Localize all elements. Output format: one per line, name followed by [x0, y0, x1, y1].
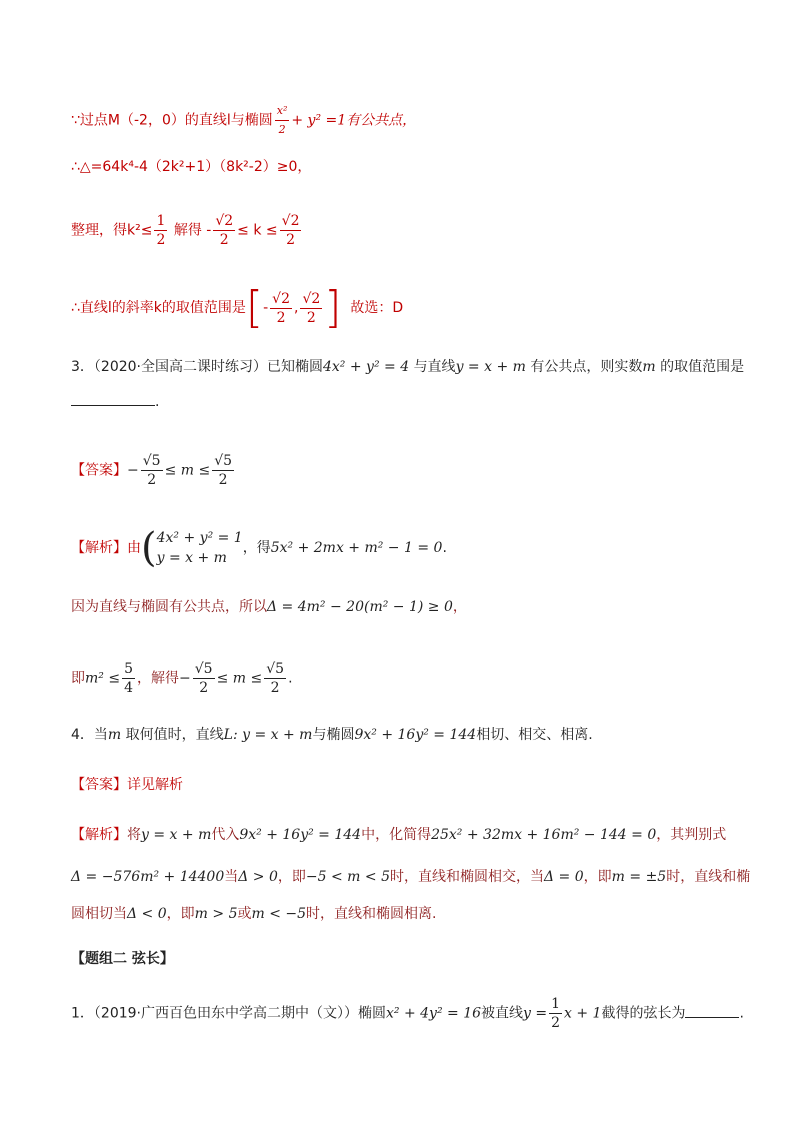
- section-heading: 【题组二 弦长】: [71, 951, 174, 967]
- equation-system: 4x² + y² = 1 y = x + m: [156, 530, 243, 566]
- fraction: $\frac{√5}{2}$: [214, 453, 233, 488]
- fraction: $\frac{√5}{2}$: [142, 453, 161, 488]
- analysis-4-line-3: 圆相切当Δ < 0，即m > 5或m < −5时，直线和椭圆相离.: [71, 906, 437, 922]
- question-4: 4．当m 取何值时，直线L: y = x + m与椭圆9x² + 16y² = 144相切、相交、相离.: [71, 727, 593, 743]
- analysis-3-line-2: 因为直线与椭圆有公共点，所以Δ = 4m² − 20(m² − 1) ≥ 0，: [71, 599, 467, 615]
- fraction: $\frac{\text{x²}}{2}$: [276, 104, 288, 136]
- system-brace: (: [141, 525, 157, 571]
- fraction: $\frac{1}{2}$: [156, 213, 166, 248]
- fraction: $\frac{√2}{2}$: [215, 213, 234, 248]
- answer-4: 【答案】详见解析: [71, 777, 183, 793]
- fraction: $\frac{√2}{2}$: [281, 213, 300, 248]
- right-bracket: ]: [324, 282, 342, 333]
- question-3: 3．（2020·全国高二课时练习）已知椭圆4x² + y² = 4 与直线y = x + m 有公共点，则实数m 的取值范围是: [71, 359, 745, 375]
- solution-line-4: ∴直线l的斜率k的取值范围是[- $\frac{√2}{2}$ , $\frac{√2}{2}$ ] 故选：D: [71, 282, 404, 333]
- fraction: $\frac{5}{4}$: [124, 661, 133, 696]
- question-group2-1: 1．（2019·广西百色田东中学高二期中（文））椭圆x² + 4y² = 16被直线y = $\frac{1}{2}$ x + 1截得的弦长为 .: [71, 996, 744, 1031]
- fraction: $\frac{√2}{2}$: [272, 290, 290, 326]
- solution-line-3: 整理，得k²≤ $\frac{1}{2}$ 解得 - $\frac{√2}{2}$ ≤ k ≤ $\frac{√2}{2}$: [71, 213, 300, 248]
- fraction: $\frac{√5}{2}$: [266, 661, 285, 696]
- answer-blank: .: [71, 392, 159, 412]
- analysis-3-line-3: 即m² ≤ $\frac{5}{4}$ ，解得− $\frac{√5}{2}$ ≤ m ≤ $\frac{√5}{2}$ .: [71, 661, 293, 696]
- fraction: $\frac{1}{2}$: [551, 996, 561, 1031]
- analysis-4-line-2: Δ = −576m² + 14400当Δ > 0，即−5 < m < 5时，直线和椭圆相交，当Δ = 0，即m = ±5时，直线和椭: [71, 869, 751, 885]
- analysis-4: 【解析】将y = x + m代入9x² + 16y² = 144中，化简得25x² + 32mx + 16m² − 144 = 0，其判别式: [71, 827, 727, 843]
- fraction: $\frac{√2}{2}$: [302, 290, 321, 326]
- left-bracket: [: [245, 282, 264, 333]
- fraction: $\frac{√5}{2}$: [194, 661, 213, 696]
- solution-line-2: ∴△=64k⁴-4（2k²+1）（8k²-2）≥0，: [71, 159, 312, 175]
- analysis-3: 【解析】由( 4x² + y² = 1 y = x + m ，得5x² + 2mx + m² − 1 = 0.: [71, 525, 447, 571]
- answer-3: 【答案】− $\frac{√5}{2}$ ≤ m ≤ $\frac{√5}{2}$: [71, 453, 233, 488]
- solution-line-1: ∵过点M（-2，0）的直线l与椭圆 $\frac{\text{x²}}{2}$ + y² =1有公共点，: [71, 102, 416, 139]
